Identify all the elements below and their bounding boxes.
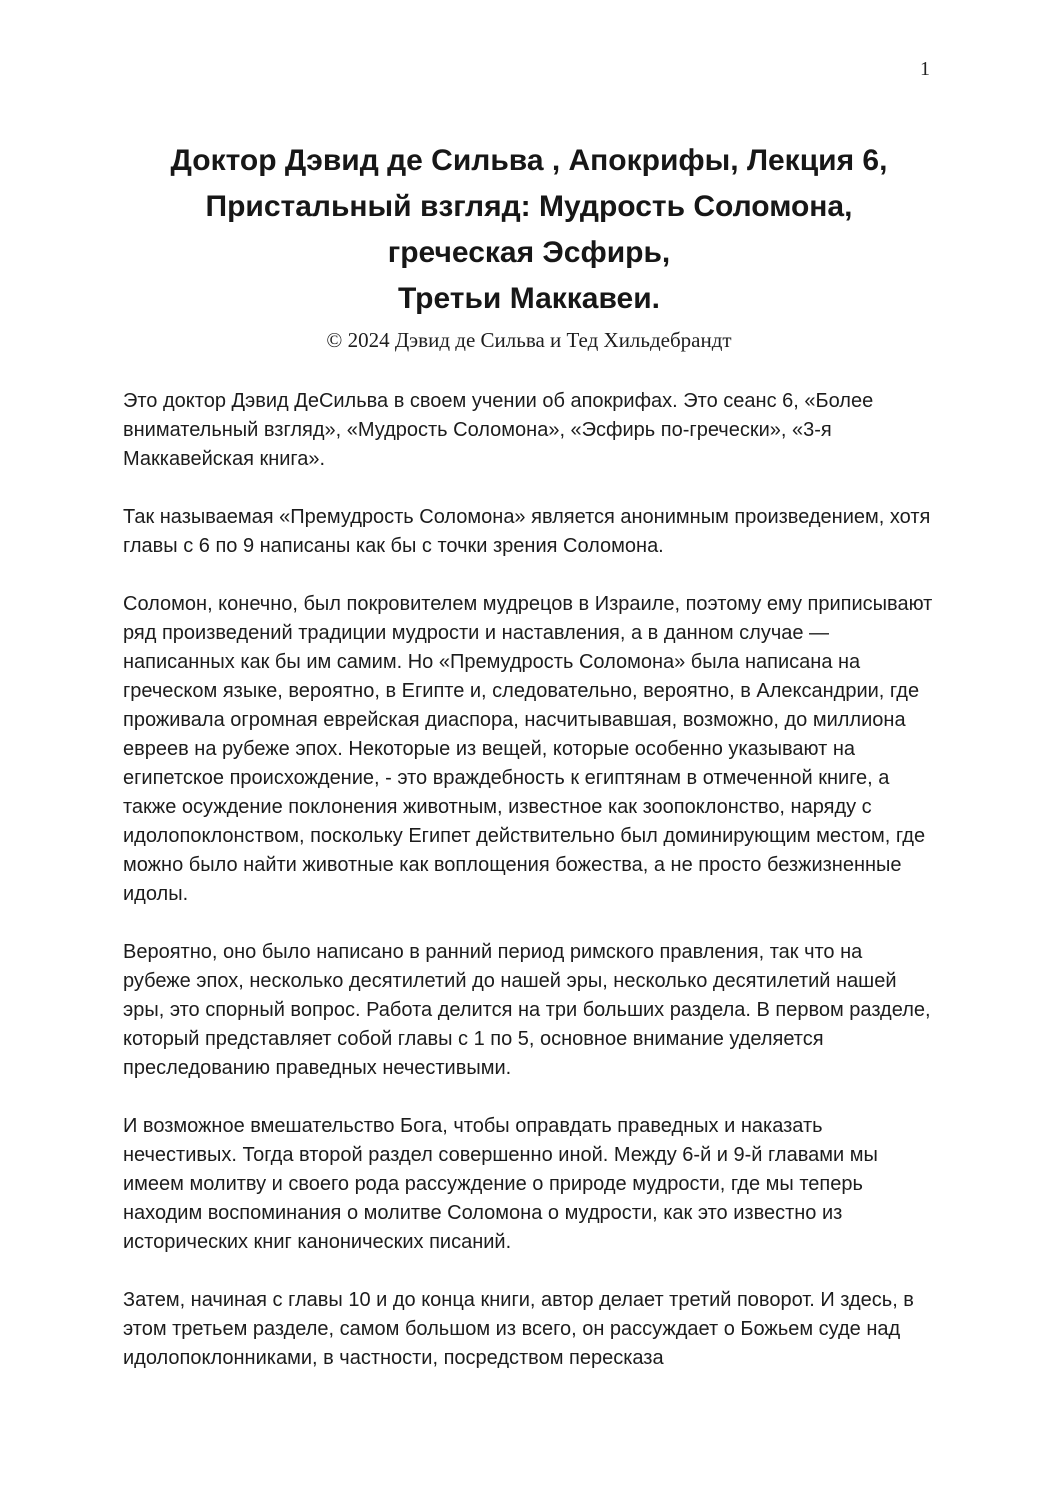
paragraph-5: И возможное вмешательство Бога, чтобы оправдать праведных и наказать нечестивых. Тогда второй раздел совершенно иной. Между 6-й и 9-й главами мы имеем молитву и своего рода рассуждение о природе мудрости, где мы теперь находим воспоминания о молитве Соломона о мудрости, как это известно из исторических книг канонических писаний. — [123, 1115, 878, 1253]
document-title-line-3: греческая Эсфирь, — [387, 236, 671, 269]
copyright-line: © 2024 Дэвид де Сильва и Тед Хильдебрандт — [326, 328, 732, 352]
paragraph-4: Вероятно, оно было написано в ранний период римского правления, так что на рубеже эпох, несколько десятилетий до нашей эры, несколько десятилетий нашей эры, это спорный вопрос. Работа делится на три больших раздела. В первом разделе, который представляет собой главы с 1 по 5, основное внимание уделяется преследованию праведных нечестивыми. — [123, 941, 931, 1079]
paragraph-3: Соломон, конечно, был покровителем мудрецов в Израиле, поэтому ему приписывают ряд произведений традиции мудрости и наставления, а в данном случае — написанных как бы им самим. Но «Премудрость Соломона» была написана на греческом языке, вероятно, в Египте и, следовательно, вероятно, в Александрии, где проживала огромная еврейская диаспора, насчитывавшая, возможно, до миллиона евреев на рубеже эпох. Некоторые из вещей, которые особенно указывают на египетское происхождение, - это враждебность к египтянам в отмеченной книге, а также осуждение поклонения животным, известное как зоопоклонство, наряду с идолопоклонством, поскольку Египет действительно был доминирующим местом, где можно было найти животные как воплощения божества, а не просто безжизненные идолы. — [123, 593, 933, 905]
document-title-line-2: Пристальный взгляд: Мудрость Соломона, — [205, 190, 853, 223]
document-title — [99, 138, 959, 322]
document-title-line-1: Доктор Дэвид де Сильва , Апокрифы, Лекция 6, — [170, 144, 888, 177]
page-number: 1 — [920, 58, 930, 80]
paragraph-2: Так называемая «Премудрость Соломона» является анонимным произведением, хотя главы с 6 по 9 написаны как бы с точки зрения Соломона. — [123, 506, 931, 557]
paragraph-1: Это доктор Дэвид ДеСильва в своем учении об апокрифах. Это сеанс 6, «Более внимательный взгляд», «Мудрость Соломона», «Эсфирь по-гречески», «3-я Маккавейская книга». — [123, 390, 874, 470]
paragraph-6: Затем, начиная с главы 10 и до конца книги, автор делает третий поворот. И здесь, в этом третьем разделе, самом большом из всего, он рассуждает о Божьем суде над идолопоклонниками, в частности, посредством пересказа — [123, 1289, 914, 1369]
document-title-line-4: Третьи Маккавеи. — [398, 282, 660, 315]
document-body — [123, 387, 935, 1373]
